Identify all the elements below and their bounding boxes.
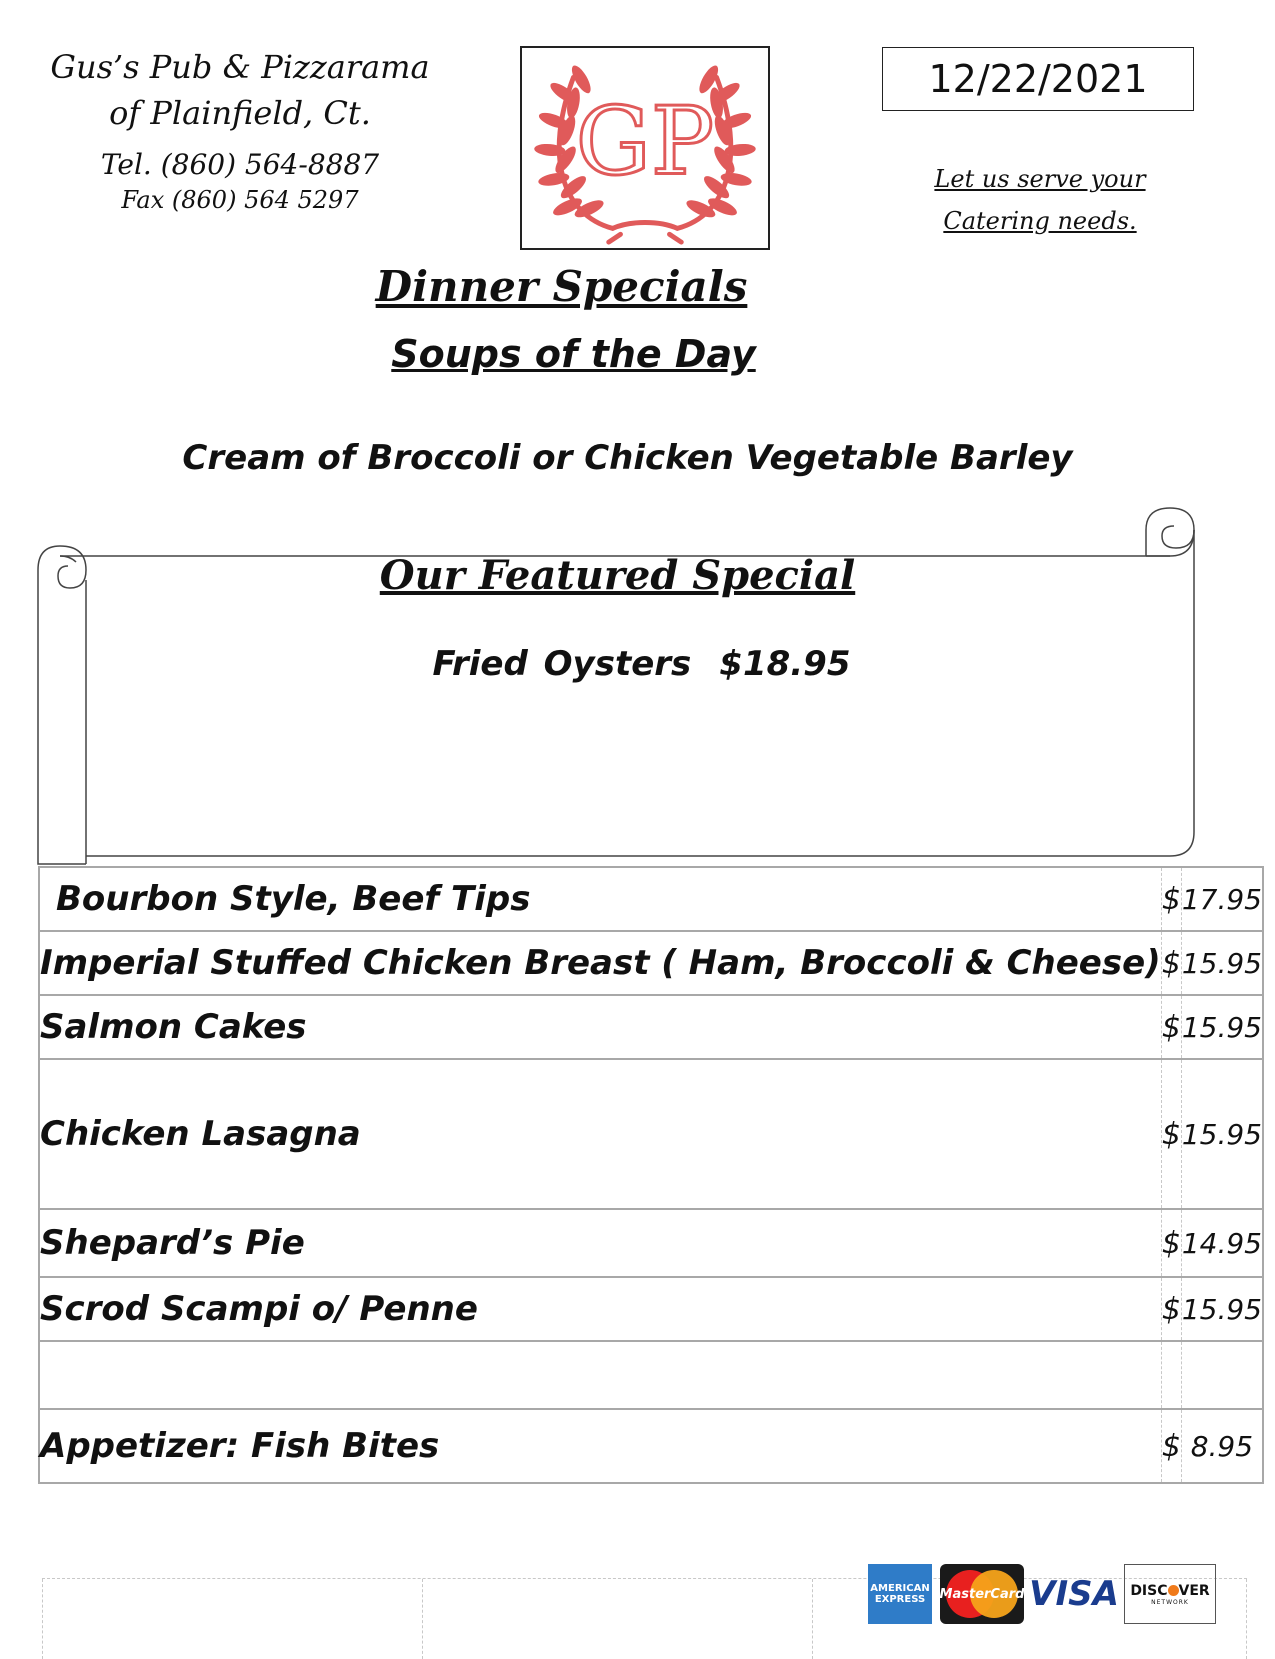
- menu-item-name: Shepard’s Pie: [39, 1209, 1161, 1277]
- menu-item-name: Scrod Scampi o/ Penne: [39, 1277, 1161, 1341]
- featured-item-name: Fried Oysters: [432, 644, 692, 684]
- menu-item-price: 15.95: [1181, 931, 1263, 995]
- menu-item-price: 17.95: [1181, 867, 1263, 931]
- mastercard-label: MasterCard: [940, 1586, 1024, 1602]
- menu-item-price: 15.95: [1181, 1277, 1263, 1341]
- table-row: [39, 931, 1263, 995]
- menu-item-name: Chicken Lasagna: [39, 1059, 1161, 1209]
- menu-item-name: Bourbon Style, Beef Tips: [39, 867, 1161, 931]
- menu-item-currency: $: [1161, 1409, 1181, 1483]
- fax: Fax (860) 564 5297: [121, 186, 359, 214]
- menu-item-currency: $: [1161, 1209, 1181, 1277]
- menu-item-price: 8.95: [1181, 1409, 1263, 1483]
- footer-divider: [1246, 1579, 1247, 1659]
- table-row: [39, 1209, 1263, 1277]
- logo-monogram: GP: [575, 87, 715, 197]
- logo: [520, 46, 770, 250]
- footer-divider: [812, 1579, 813, 1659]
- discover-o-icon: [1168, 1585, 1179, 1596]
- telephone: Tel. (860) 564-8887: [100, 148, 380, 181]
- footer-divider: [42, 1579, 43, 1659]
- menu-item-name: Imperial Stuffed Chicken Breast ( Ham, Broccoli & Cheese): [39, 931, 1161, 995]
- catering-line-1: Let us serve your: [934, 165, 1146, 193]
- menu-item-name: Salmon Cakes: [39, 995, 1161, 1059]
- laurel-wreath-monogram-logo: [522, 48, 768, 248]
- menu-item-currency: $: [1161, 1277, 1181, 1341]
- payment-cards: [868, 1564, 1216, 1624]
- discover-card-icon: [1124, 1564, 1216, 1624]
- footer-divider: [422, 1579, 423, 1659]
- date-box: 12/22/2021: [882, 47, 1194, 111]
- menu-item-currency: [1161, 1341, 1181, 1409]
- menu-item-currency: $: [1161, 867, 1181, 931]
- table-row: [39, 1059, 1263, 1209]
- restaurant-name: Gus’s Pub & Pizzarama: [50, 48, 430, 86]
- table-row: [39, 1409, 1263, 1483]
- amex-label-2: EXPRESS: [874, 1594, 926, 1605]
- restaurant-location: of Plainfield, Ct.: [109, 94, 371, 132]
- menu-item-currency: $: [1161, 995, 1181, 1059]
- dinner-specials-title: Dinner Specials: [375, 262, 748, 311]
- amex-card-icon: [868, 1564, 932, 1624]
- menu-item-currency: $: [1161, 1059, 1181, 1209]
- featured-item-price: $18.95: [719, 644, 851, 684]
- amex-label-1: AMERICAN: [870, 1583, 930, 1594]
- visa-card-icon: VISA: [1029, 1574, 1119, 1614]
- table-row-empty: [39, 1341, 1263, 1409]
- soups-title: Soups of the Day: [391, 332, 756, 376]
- table-row: [39, 1277, 1263, 1341]
- featured-special-title: Our Featured Special: [379, 552, 856, 599]
- menu-item-name: [39, 1341, 1161, 1409]
- discover-label-end: VER: [1178, 1582, 1210, 1599]
- menu-item-price: 15.95: [1181, 995, 1263, 1059]
- restaurant-info: [40, 44, 440, 216]
- menu-item-price: [1181, 1341, 1263, 1409]
- featured-special-item: [4, 644, 1275, 684]
- table-row: [39, 995, 1263, 1059]
- soups-list: Cream of Broccoli or Chicken Vegetable Barley: [182, 438, 1073, 478]
- discover-sub: NETWORK: [1151, 1598, 1189, 1606]
- menu-item-name: Appetizer: Fish Bites: [39, 1409, 1161, 1483]
- catering-note: [905, 158, 1175, 242]
- discover-label: DISC: [1130, 1582, 1168, 1599]
- catering-line-2: Catering needs.: [943, 207, 1137, 235]
- menu-item-price: 15.95: [1181, 1059, 1263, 1209]
- menu-item-currency: $: [1161, 931, 1181, 995]
- menu-table: [38, 866, 1264, 1484]
- mastercard-card-icon: [940, 1564, 1024, 1624]
- menu-item-price: 14.95: [1181, 1209, 1263, 1277]
- table-row: [39, 867, 1263, 931]
